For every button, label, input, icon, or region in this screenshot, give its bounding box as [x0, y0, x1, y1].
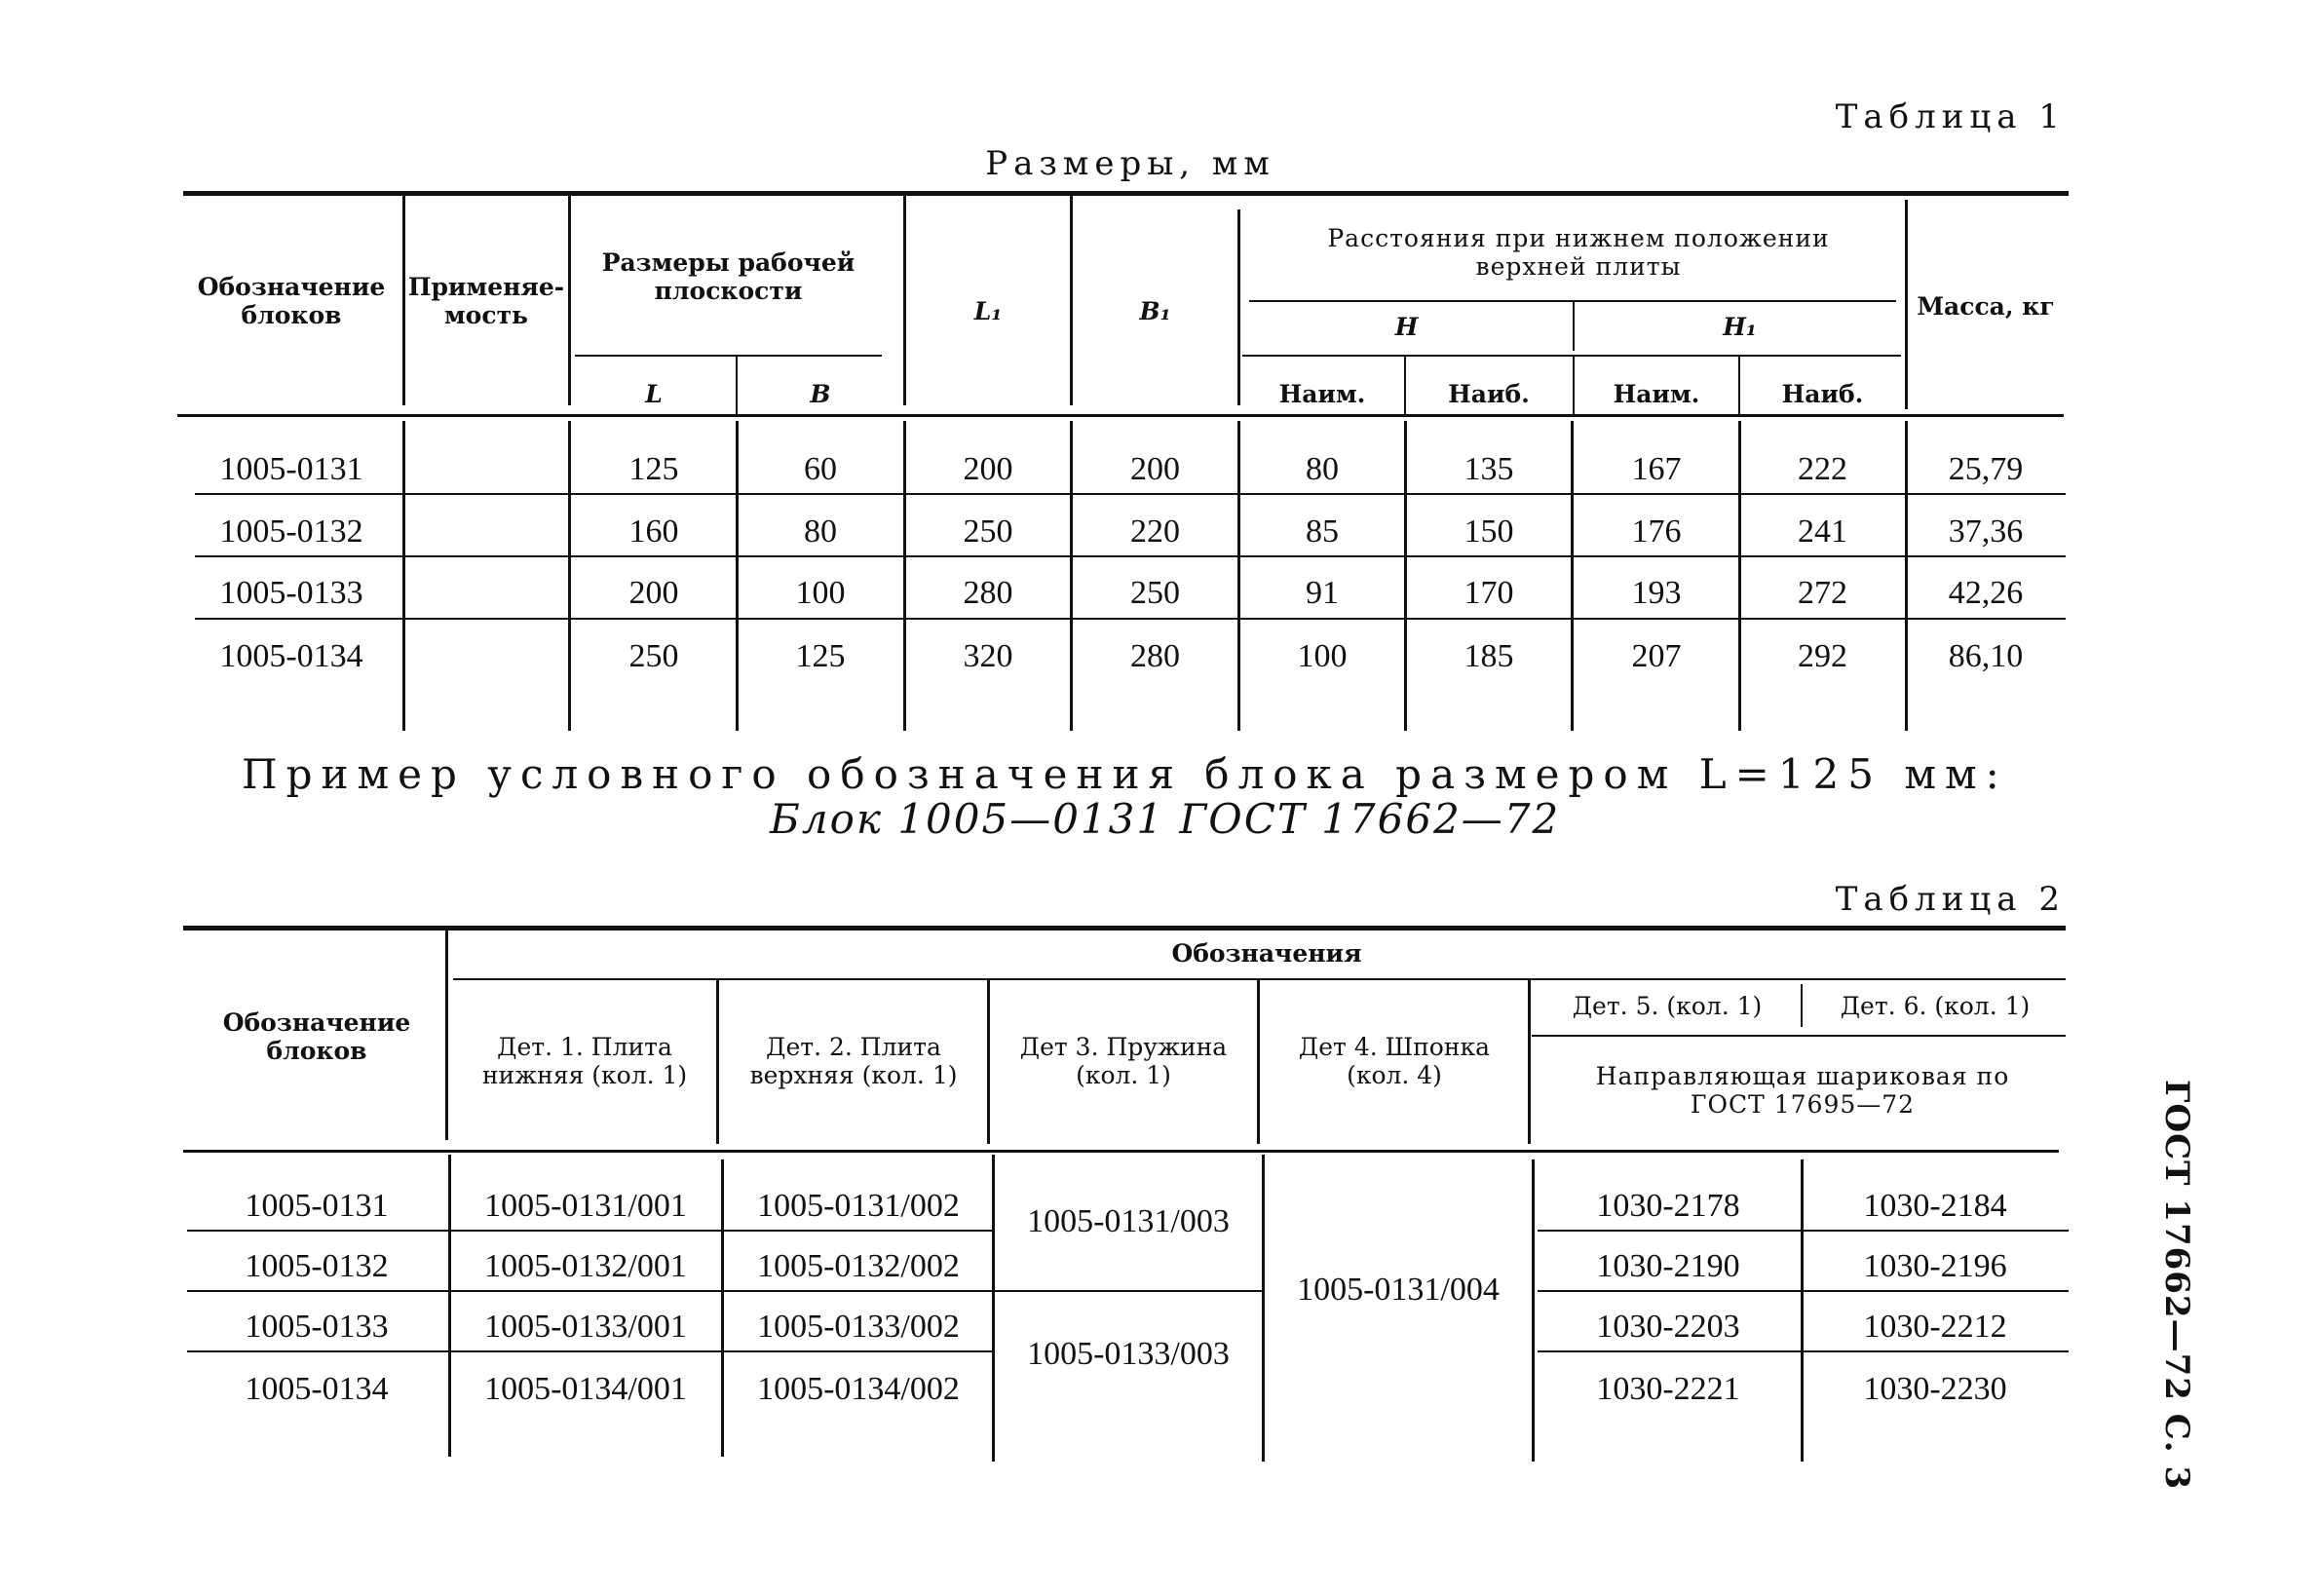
t1-cell: 167	[1631, 451, 1682, 488]
t1-header-min: Наим.	[1613, 379, 1700, 408]
table2-label: Таблица 2	[1835, 880, 2066, 919]
t1-cell: 100	[795, 575, 846, 612]
t1-cell: 320	[963, 638, 1013, 675]
t1-cell: 86,10	[1948, 638, 2024, 675]
t2-cell: 1005-0132	[245, 1248, 389, 1285]
table1-label: Таблица 1	[1835, 97, 2066, 136]
t2-cell: 1005-0131/001	[484, 1188, 687, 1225]
t1-header-max: Наиб.	[1448, 379, 1530, 408]
t2-cell: 1005-0134	[245, 1371, 389, 1408]
t2-cell: 1005-0132/001	[484, 1248, 687, 1285]
t1-header-mass: Масса, кг	[1917, 291, 2055, 321]
t1-cell: 80	[1306, 451, 1339, 488]
t1-cell: 150	[1464, 513, 1514, 551]
t2-cell: 1005-0132/002	[757, 1248, 960, 1285]
t1-header-applicability: Применяе-мость	[407, 273, 565, 329]
t1-header-L1: L₁	[973, 296, 1003, 325]
t2-header-det1: Дет. 1. Плита нижняя (кол. 1)	[481, 1033, 688, 1089]
t1-cell: 250	[963, 513, 1013, 551]
t1-cell: 272	[1798, 575, 1847, 612]
t2-cell: 1030-2212	[1863, 1309, 2007, 1346]
t1-cell: 1005-0133	[219, 575, 363, 612]
t2-cell: 1005-0131/002	[757, 1188, 960, 1225]
t1-cell: 220	[1130, 513, 1180, 551]
side-running-head: ГОСТ 17662—72 С. 3	[2157, 1080, 2196, 1491]
t2-header-guide: Направляющая шариковая по ГОСТ 17695—72	[1595, 1062, 2010, 1119]
t2-cell: 1030-2184	[1863, 1188, 2007, 1225]
t1-cell: 125	[795, 638, 846, 675]
t1-cell: 170	[1464, 575, 1514, 612]
t1-cell: 125	[628, 451, 679, 488]
t1-cell: 91	[1306, 575, 1339, 612]
t2-cell: 1005-0131	[245, 1188, 389, 1225]
t1-cell: 100	[1297, 638, 1348, 675]
t1-cell: 207	[1631, 638, 1682, 675]
t1-cell: 193	[1631, 575, 1682, 612]
t2-header-det3: Дет 3. Пружина (кол. 1)	[1019, 1033, 1228, 1089]
t1-cell: 200	[963, 451, 1013, 488]
t2-header-det6: Дет. 6. (кол. 1)	[1840, 991, 2031, 1020]
t2-cell: 1005-0133/001	[484, 1309, 687, 1346]
t2-cell: 1030-2196	[1863, 1248, 2007, 1285]
example-line2: Блок 1005—0131 ГОСТ 17662—72	[770, 795, 1561, 843]
t2-spring-b: 1005-0133/003	[1027, 1336, 1230, 1373]
t1-cell: 250	[1130, 575, 1180, 612]
t2-cell: 1005-0134/002	[757, 1371, 960, 1408]
t2-header-det4: Дет 4. Шпонка (кол. 4)	[1298, 1033, 1491, 1089]
t2-header-det5: Дет. 5. (кол. 1)	[1572, 991, 1763, 1020]
t1-cell: 280	[963, 575, 1013, 612]
t1-cell: 60	[804, 451, 837, 488]
t1-cell: 1005-0132	[219, 513, 363, 551]
t1-cell: 85	[1306, 513, 1339, 551]
t1-header-min: Наим.	[1278, 379, 1366, 408]
t1-cell: 1005-0131	[219, 451, 363, 488]
t1-cell: 42,26	[1948, 575, 2024, 612]
t1-cell: 37,36	[1948, 513, 2024, 551]
t2-header-designation: Обозначение блоков	[222, 1008, 411, 1065]
t1-header-B: B	[810, 379, 831, 408]
example-line1: Пример условного обозначения блока размером L=125 мм:	[242, 750, 2008, 798]
t1-cell: 1005-0134	[219, 638, 363, 675]
t2-cell: 1005-0134/001	[484, 1371, 687, 1408]
t1-cell: 200	[628, 575, 679, 612]
t1-cell: 80	[804, 513, 837, 551]
t2-cell: 1005-0133/002	[757, 1309, 960, 1346]
t1-cell: 160	[628, 513, 679, 551]
t2-header-det2: Дет. 2. Плита верхняя (кол. 1)	[749, 1033, 958, 1089]
t1-cell: 25,79	[1948, 451, 2024, 488]
t2-header-designations: Обозначения	[1171, 938, 1362, 968]
t2-cell: 1005-0133	[245, 1309, 389, 1346]
t1-cell: 176	[1631, 513, 1682, 551]
t1-header-work-plane: Размеры рабочей плоскости	[601, 248, 855, 305]
t2-key: 1005-0131/004	[1297, 1272, 1500, 1309]
t1-cell: 250	[628, 638, 679, 675]
t1-header-L: L	[645, 379, 663, 408]
t1-header-designation: Обозначение блоков	[197, 273, 386, 329]
t1-cell: 292	[1798, 638, 1847, 675]
t2-cell: 1030-2230	[1863, 1371, 2007, 1408]
t1-header-B1: B₁	[1139, 296, 1171, 325]
t2-cell: 1030-2203	[1596, 1309, 1740, 1346]
t1-header-H1: H₁	[1723, 312, 1757, 341]
t1-cell: 222	[1798, 451, 1847, 488]
t2-cell: 1030-2190	[1596, 1248, 1740, 1285]
t2-cell: 1030-2178	[1596, 1188, 1740, 1225]
t1-cell: 200	[1130, 451, 1180, 488]
t1-header-max: Наиб.	[1781, 379, 1864, 408]
t1-cell: 185	[1464, 638, 1514, 675]
t1-header-distances: Расстояния при нижнем положении верхней плиты	[1327, 224, 1830, 281]
t1-cell: 241	[1798, 513, 1847, 551]
table1-caption: Размеры, мм	[985, 144, 1275, 183]
t1-header-H: H	[1394, 312, 1419, 341]
t1-cell: 280	[1130, 638, 1180, 675]
t2-spring-a: 1005-0131/003	[1027, 1203, 1230, 1240]
t2-cell: 1030-2221	[1596, 1371, 1740, 1408]
t1-cell: 135	[1464, 451, 1514, 488]
